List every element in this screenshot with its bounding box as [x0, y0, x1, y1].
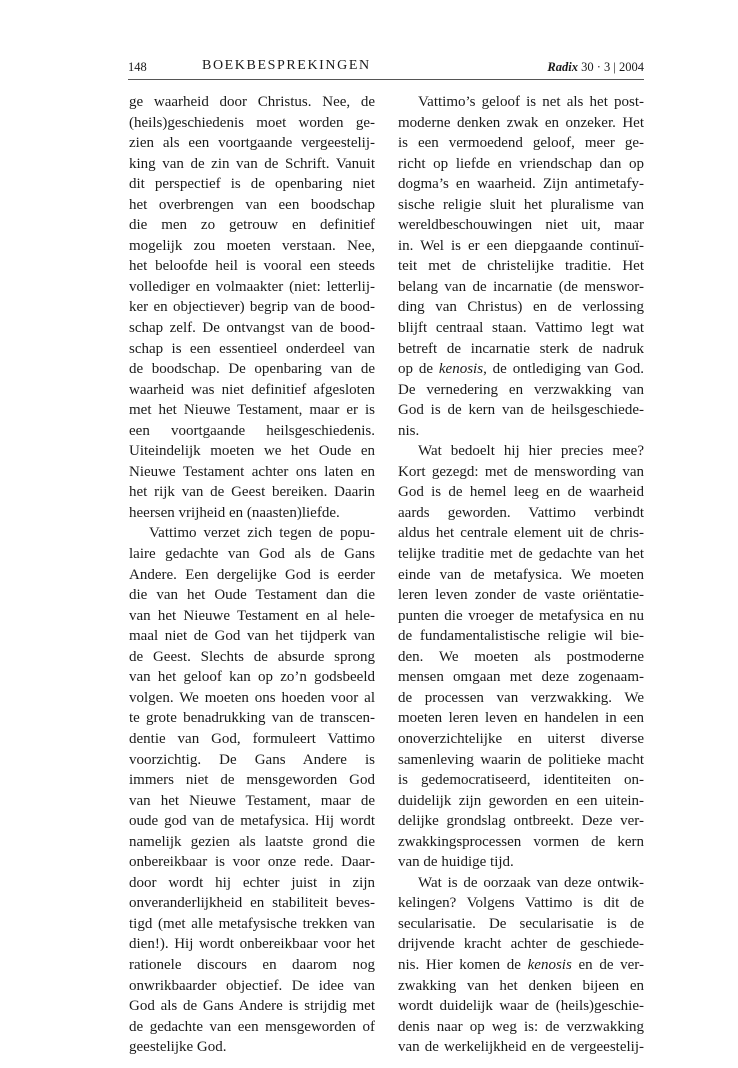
text-segment: samenleving waarin de politieke macht [398, 751, 644, 768]
text-segment: schap is een essentieel onderdeel van [129, 340, 375, 357]
text-line [129, 667, 375, 688]
text-line [398, 421, 644, 442]
text-line [398, 873, 644, 894]
text-segment: een voortgaande heilsgeschiedenis. [129, 422, 375, 439]
text-segment: onwrikbaarder objectief. De idee van [129, 977, 375, 994]
text-segment: volgen. We moeten ons hoeden voor al [129, 689, 375, 706]
text-line [398, 565, 644, 586]
text-segment: die van het Oude Testament dan die [129, 587, 375, 604]
text-segment: namelijk gezien als laatste grond die [129, 833, 375, 850]
text-segment: dit perspectief is de openbaring niet [129, 176, 375, 193]
text-line [129, 236, 375, 257]
text-line [129, 873, 375, 894]
text-segment: is gedemocratiseerd, identiteiten on- [398, 772, 644, 789]
text-line [398, 92, 644, 113]
text-line [398, 174, 644, 195]
text-segment: vollediger en volmaakter (niet: letterlij- [129, 278, 375, 295]
text-line [129, 832, 375, 853]
text-line [398, 503, 644, 524]
text-segment: te grote benadrukking van de transcen- [129, 710, 375, 727]
text-line [398, 606, 644, 627]
journal-name: Radix [547, 60, 578, 74]
text-segment: denis naar op weg is: de verzwakking [398, 1018, 644, 1035]
text-segment: waarheid was niet definitief afgesloten [129, 381, 375, 398]
text-segment: heersen vrijheid en (naasten)liefde. [129, 504, 340, 521]
text-line [398, 996, 644, 1017]
text-segment: dogma’s en waarheid. Zijn antimetafy- [398, 176, 644, 193]
text-segment: mogelijk zou moeten verstaan. Nee, [129, 237, 375, 254]
text-segment: aards geworden. Vattimo verbindt [398, 504, 644, 521]
journal-reference [547, 60, 644, 75]
text-segment: geestelijke God. [129, 1039, 227, 1056]
text-line [398, 359, 644, 380]
text-line [398, 976, 644, 997]
text-line [398, 441, 644, 462]
text-line [129, 277, 375, 298]
text-line [129, 708, 375, 729]
text-line [129, 811, 375, 832]
text-segment: van het Nieuwe Testament en al hele- [129, 607, 375, 624]
text-line [398, 647, 644, 668]
text-segment: belang van de incarnatie (de menswor- [398, 278, 644, 295]
text-line [398, 544, 644, 565]
text-segment: zwakking van het denken bijeen en [398, 977, 644, 994]
text-segment: de Geest. Slechts de absurde sprong [129, 648, 375, 665]
text-segment: telijke traditie met de gedachte van het [398, 546, 644, 563]
text-segment: Andere. Een dergelijke God is eerder [129, 566, 375, 583]
text-segment: king van de zin van de Schrift. Vanuit [129, 155, 375, 172]
text-line [398, 852, 644, 873]
text-line [129, 195, 375, 216]
text-segment: rationele discours en daarom nog [129, 956, 375, 973]
text-line [129, 585, 375, 606]
text-segment: sische religie sluit het pluralisme van [398, 196, 644, 213]
text-segment: ding van Christus) en de verlossing [398, 299, 644, 316]
text-segment: het overbrengen van een boodschap [129, 196, 375, 213]
text-segment: De vernedering en verzwakking van [398, 381, 644, 398]
text-segment: betreft de incarnatie sterk de nadruk [398, 340, 644, 357]
text-line [129, 133, 375, 154]
text-line [398, 277, 644, 298]
text-segment: teit met de christelijke traditie. Het [398, 258, 644, 275]
text-segment: Uiteindelijk moeten we het Oude en [129, 443, 375, 460]
text-line [398, 318, 644, 339]
text-line [398, 667, 644, 688]
text-segment: God is de hemel leeg en de waarheid [398, 484, 644, 501]
text-line [398, 215, 644, 236]
text-line [129, 339, 375, 360]
text-segment: ge waarheid door Christus. Nee, de [129, 94, 375, 110]
text-segment: van het geloof kan op zo’n godsbeeld [129, 669, 375, 686]
text-line [129, 688, 375, 709]
text-line [129, 544, 375, 565]
text-line [398, 1017, 644, 1038]
text-segment: laire gedachte van God als de Gans [129, 546, 375, 563]
text-segment: van het Nieuwe Testament, maar de [129, 792, 375, 809]
text-segment: die men zo getrouw en definitief [129, 217, 375, 234]
text-line [398, 400, 644, 421]
italic-term: kenosis [438, 361, 484, 378]
left-column [129, 92, 375, 1058]
journal-issue: 30 · 3 | 2004 [581, 60, 644, 74]
text-segment: , de ontlediging van God. [483, 361, 644, 378]
text-line [129, 606, 375, 627]
text-segment: God als de Gans Andere is strijdig met [129, 998, 375, 1015]
text-line [398, 380, 644, 401]
text-line [129, 1017, 375, 1038]
text-segment: door wordt hij echter juist in zijn [129, 874, 375, 891]
text-segment: mensen omgaan met deze zogenaam- [398, 669, 644, 686]
text-segment: op de [398, 361, 439, 378]
text-segment: richt op liefde en vriendschap dan op [398, 155, 644, 172]
text-line [129, 92, 375, 113]
text-segment: Kort gezegd: met de menswording van [398, 463, 644, 480]
text-line [129, 729, 375, 750]
text-line [398, 154, 644, 175]
text-line [129, 380, 375, 401]
text-line [398, 914, 644, 935]
text-line [129, 770, 375, 791]
text-segment: moeten leren leven en handelen in een [398, 710, 644, 727]
text-line [398, 133, 644, 154]
text-line [129, 256, 375, 277]
text-segment: schap zelf. De ontvangst van de bood- [129, 320, 375, 337]
text-segment: (heils)geschiedenis moet worden ge- [129, 114, 375, 131]
text-segment: immers niet de mensgeworden God [129, 772, 375, 789]
text-segment: den. We moeten als postmoderne [398, 648, 644, 665]
text-line [129, 750, 375, 771]
italic-term: kenosis [527, 956, 572, 973]
text-line [398, 934, 644, 955]
text-line [129, 996, 375, 1017]
section-title: BOEKBESPREKINGEN [202, 58, 371, 73]
text-segment: het rijk van de Geest bereiken. Daarin [129, 484, 375, 501]
text-line [398, 236, 644, 257]
text-line [129, 174, 375, 195]
text-line [398, 297, 644, 318]
text-segment: in. Wel is er een diepgaande continuï- [398, 237, 644, 254]
text-line [129, 1037, 375, 1058]
text-line [398, 832, 644, 853]
text-segment: oude god van de metafysica. Hij wordt [129, 813, 375, 830]
text-line [129, 441, 375, 462]
text-line [129, 154, 375, 175]
text-segment: van de werkelijkheid en de vergeestelij- [398, 1039, 644, 1056]
text-line [129, 852, 375, 873]
text-segment: nis. Hier komen de [398, 956, 528, 973]
text-line [129, 421, 375, 442]
text-segment: maal niet de God van het tijdperk van [129, 628, 375, 645]
text-line [129, 482, 375, 503]
text-line [398, 195, 644, 216]
text-line [398, 729, 644, 750]
text-line [129, 647, 375, 668]
text-line [129, 297, 375, 318]
text-line [129, 791, 375, 812]
text-segment: Vattimo verzet zich tegen de popu- [149, 525, 375, 542]
text-line [129, 893, 375, 914]
text-line [398, 811, 644, 832]
text-segment: einde van de metafysica. We moeten [398, 566, 644, 583]
text-line [398, 256, 644, 277]
text-line [398, 955, 644, 976]
text-line [398, 482, 644, 503]
text-segment: dentie van God, formuleert Vattimo [129, 730, 375, 747]
text-segment: nis. [398, 422, 420, 439]
text-segment: Wat bedoelt hij hier precies mee? [418, 443, 644, 460]
text-line [129, 462, 375, 483]
text-segment: God is de kern van de heilsgeschiede- [398, 402, 644, 419]
text-segment: dien!). Hij wordt onbereikbaar voor het [129, 936, 375, 953]
text-segment: duidelijk zijn geworden en een uitein- [398, 792, 644, 809]
text-segment: Nieuwe Testament achter ons laten en [129, 463, 375, 480]
text-line [398, 339, 644, 360]
text-segment: de fundamentalistische religie wil bie- [398, 628, 644, 645]
text-line [129, 359, 375, 380]
text-segment: blijft centraal staan. Vattimo legt wat [398, 320, 644, 337]
header-rule [128, 79, 644, 80]
text-line [129, 318, 375, 339]
text-segment: zwakkingsprocessen vormen de kern [398, 833, 644, 850]
text-segment: secularisatie. De secularisatie is de [398, 915, 644, 932]
text-line [129, 626, 375, 647]
text-segment: onbereikbaar is voor onze rede. Daar- [129, 854, 375, 871]
text-segment: moderne denken zwak en onzeker. Het [398, 114, 644, 131]
text-line [129, 955, 375, 976]
text-line [398, 791, 644, 812]
text-line [129, 523, 375, 544]
page-number: 148 [128, 60, 147, 74]
text-line [398, 462, 644, 483]
text-segment: is een vermoedend geloof, meer ge- [398, 135, 644, 152]
text-line [129, 914, 375, 935]
text-line [398, 113, 644, 134]
text-segment: Wat is de oorzaak van deze ontwik- [418, 874, 644, 891]
text-segment: onveranderlijkheid en stabiliteit beves- [129, 895, 375, 912]
text-line [398, 688, 644, 709]
text-segment: de processen van verzwakking. We [398, 689, 644, 706]
text-segment: onoverzichtelijke en uiterst diverse [398, 730, 644, 747]
text-segment: en de ver- [571, 956, 645, 973]
text-segment: het beloofde heil is vooral een steeds [129, 258, 375, 275]
text-segment: punten die vroeger de metafysica en nu [398, 607, 644, 624]
text-line [398, 893, 644, 914]
text-line [398, 750, 644, 771]
text-line [398, 626, 644, 647]
text-line [129, 976, 375, 997]
text-line [129, 934, 375, 955]
text-line [129, 400, 375, 421]
text-segment: met het Nieuwe Testament, maar er is [129, 402, 375, 419]
text-segment: van de huidige tijd. [398, 854, 514, 871]
text-segment: tigd (met alle metafysische trekken van [129, 915, 375, 932]
text-line [129, 113, 375, 134]
running-header [128, 58, 644, 80]
text-segment: aldus het centrale element uit de chris- [398, 525, 644, 542]
text-segment: kelingen? Volgens Vattimo is dit de [398, 895, 644, 912]
text-segment: drijvende kracht achter de geschiede- [398, 936, 644, 953]
text-segment: wordt duidelijk waar de (heils)geschie- [398, 998, 644, 1015]
text-segment: ker en objectiever) begrip van de bood- [129, 299, 375, 316]
text-line [129, 215, 375, 236]
right-column [398, 92, 644, 1058]
text-segment: de boodschap. De openbaring van de [129, 361, 375, 378]
text-line [129, 503, 375, 524]
text-segment: wereldbeschouwingen niet uit, maar [398, 217, 644, 234]
text-segment: zien als een voortgaande vergeestelij- [129, 135, 375, 152]
text-line [398, 1037, 644, 1058]
text-line [398, 708, 644, 729]
text-segment: Vattimo’s geloof is net als het post- [418, 94, 644, 110]
text-line [398, 585, 644, 606]
text-segment: de gedachte van een mensgeworden of [129, 1018, 375, 1035]
text-segment: leren leven zonder de vaste oriëntatie- [398, 587, 644, 604]
text-line [129, 565, 375, 586]
text-segment: voorzichtig. De Gans Andere is [129, 751, 375, 768]
text-line [398, 770, 644, 791]
text-line [398, 523, 644, 544]
text-segment: delijke grondslag ontbreekt. Deze ver- [398, 813, 644, 830]
